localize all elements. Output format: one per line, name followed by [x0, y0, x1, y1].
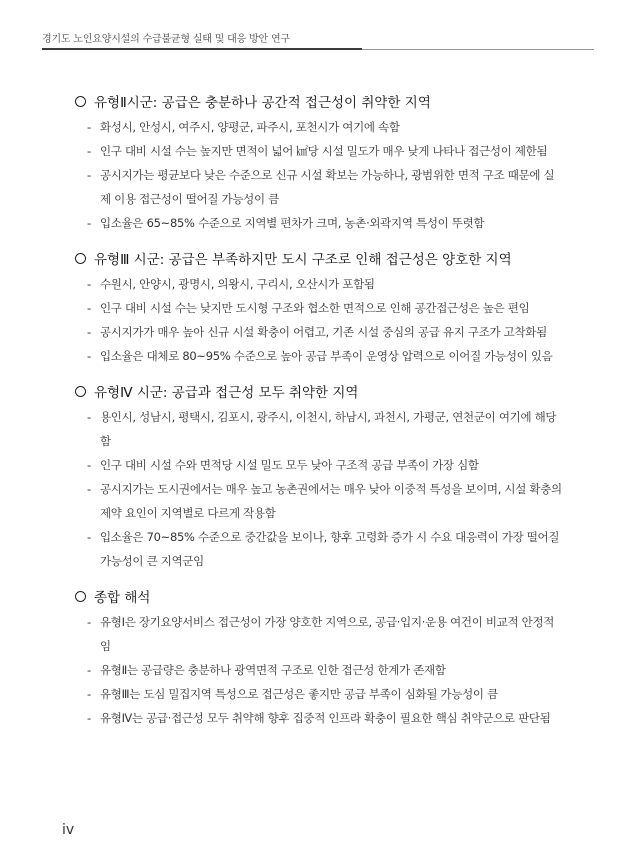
- circle-bullet-icon: [75, 386, 86, 397]
- list-item: - 인구 대비 시설 수는 낮지만 도시형 구조와 협소한 면적으로 인해 공간접근성은 높은 편임: [87, 301, 530, 315]
- page-number: iv: [62, 822, 75, 838]
- list-item: - 입소율은 70~85% 수준으로 중간값을 보이나, 향후 고령화 증가 시 수요 대응력이 가장 떨어질 가능성이 큰 지역군임: [87, 530, 560, 568]
- list-item: - 공시지가는 도시권에서는 매우 높고 농촌권에서는 매우 낮아 이중적 특성을 보이며, 시설 확충의 제약 요인이 지역별로 다르게 작용함: [87, 482, 562, 520]
- section-synthesis: [62, 585, 562, 730]
- main-content: [62, 90, 562, 742]
- list-item: - 공시지가가 매우 높아 신규 시설 확충이 어렵고, 기존 시설 중심의 공급 유지 구조가 고착화됨: [87, 325, 547, 339]
- circle-bullet-icon: [75, 253, 86, 264]
- section-heading-text: 유형Ⅱ시군: 공급은 충분하나 공간적 접근성이 취약한 지역: [94, 95, 431, 111]
- header-rule: [42, 48, 362, 50]
- section-heading-text: 유형Ⅳ 시군: 공급과 접근성 모두 취약한 지역: [94, 385, 359, 401]
- list-item: - 유형Ⅱ는 공급량은 충분하나 광역면적 구조로 인한 접근성 한계가 존재함: [87, 663, 446, 677]
- list-item: - 인구 대비 시설 수는 높지만 면적이 넓어 ㎢당 시설 밀도가 매우 낮게 나타나 접근성이 제한됨: [87, 144, 548, 158]
- section-type-3: [62, 247, 562, 368]
- header-rule-thin: [362, 49, 594, 50]
- section-heading: [62, 585, 562, 607]
- list-item: - 유형Ⅲ는 도심 밀집지역 특성으로 접근성은 좋지만 공급 부족이 심화될 가능성이 큼: [87, 687, 498, 701]
- section-heading: [62, 380, 562, 402]
- list-item: - 화성시, 안성시, 여주시, 양평군, 파주시, 포천시가 여기에 속함: [87, 120, 400, 134]
- list-item: - 인구 대비 시설 수와 면적당 시설 밀도 모두 낮아 구조적 공급 부족이 가장 심함: [87, 458, 479, 472]
- list-item: - 용인시, 성남시, 평택시, 김포시, 광주시, 이천시, 하남시, 과천시, 가평군, 연천군이 여기에 해당함: [87, 410, 557, 448]
- running-header: 경기도 노인요양시설의 수급불균형 실태 및 대응 방안 연구: [42, 34, 290, 45]
- section-heading-text: 종합 해석: [94, 590, 151, 606]
- section-heading: [62, 90, 562, 112]
- circle-bullet-icon: [75, 591, 86, 602]
- circle-bullet-icon: [75, 96, 86, 107]
- list-item: - 유형Ⅳ는 공급·접근성 모두 취약해 향후 집중적 인프라 확충이 필요한 핵심 취약군으로 판단됨: [87, 711, 551, 725]
- section-type-2: [62, 90, 562, 235]
- list-item: - 공시지가는 평균보다 낮은 수준으로 신규 시설 확보는 가능하나, 광범위한 면적 구조 때문에 실제 이용 접근성이 떨어질 가능성이 큼: [87, 168, 555, 206]
- list-item: - 수원시, 안양시, 광명시, 의왕시, 구리시, 오산시가 포함됨: [87, 277, 375, 291]
- section-type-4: [62, 380, 562, 573]
- section-heading-text: 유형Ⅲ 시군: 공급은 부족하지만 도시 구조로 인해 접근성은 양호한 지역: [94, 252, 512, 268]
- list-item: - 유형Ⅰ은 장기요양서비스 접근성이 가장 양호한 지역으로, 공급·입지·운용 여건이 비교적 안정적임: [87, 615, 555, 653]
- list-item: - 입소율은 65~85% 수준으로 지역별 편차가 크며, 농촌·외곽지역 특성이 뚜렷함: [87, 216, 485, 230]
- list-item: - 입소율은 대체로 80~95% 수준으로 높아 공급 부족이 운영상 압력으로 이어질 가능성이 있음: [87, 349, 553, 363]
- section-heading: [62, 247, 562, 269]
